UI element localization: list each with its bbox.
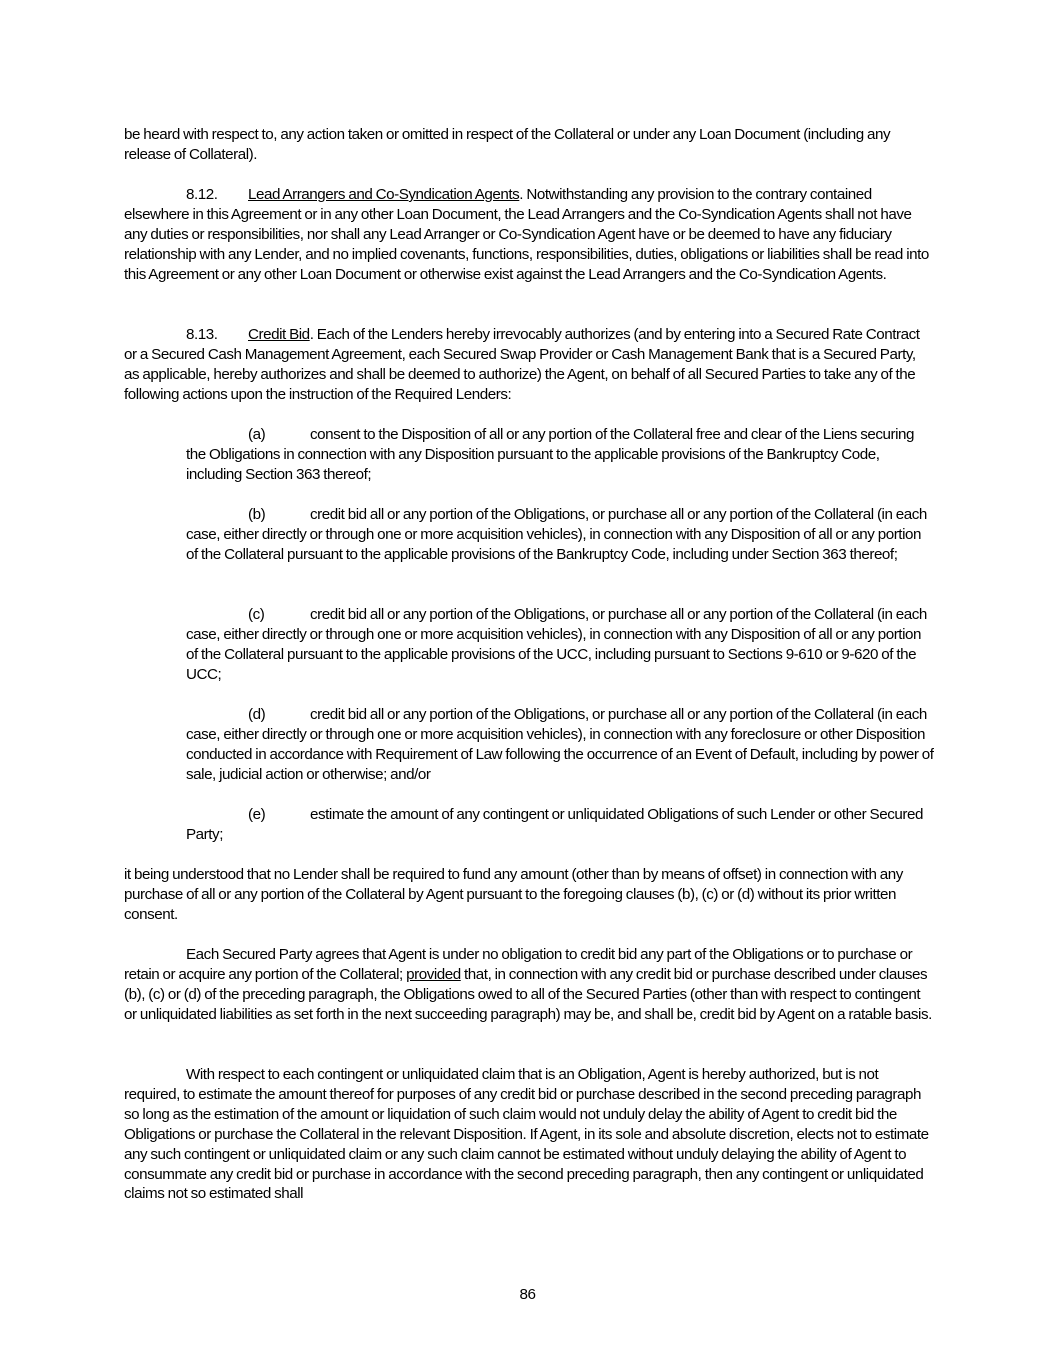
paragraph-text: that, in connection with any credit bid or purchase described under clauses (b), (c) or (d) of the preceding paragraph, the Obligations owed to all of the Secured Parties (other than with respect to contingent or unliquidated liabilities as set forth in the next succeeding paragraph) may be, and shall be, credit bid by Agent on a ratable basis.	[124, 965, 932, 1023]
section-8-13	[124, 325, 932, 405]
section-body: . Each of the Lenders hereby irrevocably authorizes (and by entering into a Secured Rate Contract or a Secured Cash Management Agreement, each Secured Swap Provider or Cash Management Bank that is a Secured Party, as applicable, hereby authorizes and shall be deemed to authorize) the Agent, on behalf of all Secured Parties to take any of the following actions upon the instruction of the Required Lenders:	[124, 326, 920, 403]
clause-text: credit bid all or any portion of the Obligations, or purchase all or any portion of the Collateral (in each case, either directly or through one or more acquisition vehicles), in connection with any Disposition of all or any portion of the Collateral pursuant to the applicable provisions of the Bankruptcy Code, including under Section 363 thereof;	[186, 506, 927, 563]
section-number: 8.13.	[186, 326, 218, 343]
contingent-claim-paragraph	[124, 1065, 932, 1204]
clause-e	[186, 805, 934, 845]
section-8-12	[124, 185, 932, 285]
intro-paragraph: be heard with respect to, any action taken or omitted in respect of the Collateral or under any Loan Document (including any release of Collateral).	[124, 126, 891, 163]
understood-paragraph: it being understood that no Lender shall be required to fund any amount (other than by means of offset) in connection with any purchase of all or any portion of the Collateral by Agent pursuant to the foregoing clauses (b), (c) or (d) without its prior written consent.	[124, 866, 903, 923]
section-number: 8.12.	[186, 186, 218, 203]
clause-c	[186, 605, 934, 685]
section-body: . Notwithstanding any provision to the contrary contained elsewhere in this Agreement or in any other Loan Document, the Lead Arrangers and the Co-Syndication Agents shall not have any duties or responsibilities, nor shall any Lead Arranger or Co-Syndication Agent have or be deemed to have any fiduciary relationship with any Lender, and no implied covenants, functions, responsibilities, duties, obligations or liabilities shall be read into this Agreement or any other Loan Document or otherwise exist against the Lead Arrangers and the Co-Syndication Agents.	[124, 186, 929, 283]
clause-d	[186, 705, 934, 785]
clause-text: consent to the Disposition of all or any portion of the Collateral free and clear of the Liens securing the Obligations in connection with any Disposition pursuant to the applicable provisions of the Bankruptcy Code, including Section 363 thereof;	[186, 426, 915, 483]
each-secured-party-paragraph	[124, 945, 932, 1025]
paragraph-text: Each Secured Party agrees that Agent is under no obligation to credit bid any part of the Obligations or to purchase or retain or acquire any portion of the Collateral;	[124, 946, 913, 983]
clause-label: (a)	[248, 426, 266, 443]
clause-label: (d)	[248, 706, 266, 723]
page-number: 86	[519, 1286, 536, 1303]
clause-text: credit bid all or any portion of the Obligations, or purchase all or any portion of the Collateral (in each case, either directly or through one or more acquisition vehicles), in connection with any foreclosure or other Disposition conducted in accordance with Requirement of Law following the occurrence of an Event of Default, including by power of sale, judicial action or otherwise; and/or	[186, 706, 934, 783]
clause-text: estimate the amount of any contingent or unliquidated Obligations of such Lender or other Secured Party;	[186, 806, 923, 843]
clause-label: (e)	[248, 806, 266, 823]
clause-label: (b)	[248, 506, 266, 523]
clause-text: credit bid all or any portion of the Obligations, or purchase all or any portion of the Collateral (in each case, either directly or through one or more acquisition vehicles), in connection with any Disposition of all or any portion of the Collateral pursuant to the applicable provisions of the UCC, including pursuant to Sections 9-610 or 9-620 of the UCC;	[186, 606, 927, 683]
paragraph-text: With respect to each contingent or unliquidated claim that is an Obligation, Agent is hereby authorized, but is not required, to estimate the amount thereof for purposes of any credit bid or purchase described in the second preceding paragraph so long as the estimation of the amount or liquidation of such claim would not unduly delay the ability of Agent to credit bid the Obligations or purchase the Collateral in the relevant Disposition. If Agent, in its sole and absolute discretion, elects not to estimate any such contingent or unliquidated claim or any such claim cannot be estimated without unduly delaying the ability of Agent to consummate any credit bid or purchase in accordance with the second preceding paragraph, then any contingent or unliquidated claims not so estimated shall	[124, 1066, 929, 1203]
clause-a	[186, 425, 934, 485]
section-heading: Lead Arrangers and Co-Syndication Agents	[248, 186, 520, 203]
clause-b	[186, 505, 934, 565]
clause-label: (c)	[248, 606, 265, 623]
section-heading: Credit Bid	[248, 326, 310, 343]
provided-term: provided	[406, 965, 461, 983]
